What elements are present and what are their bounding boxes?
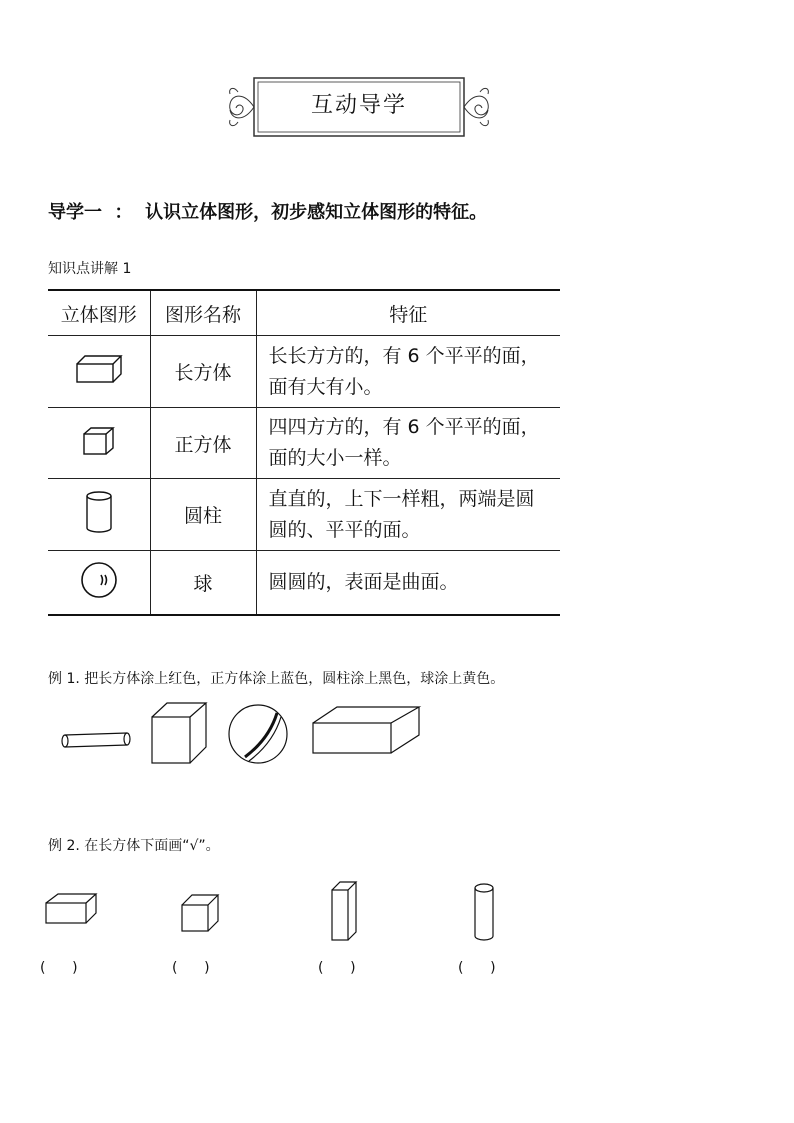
feature-line: 直直的，上下一样粗，两端是圆 [268,487,535,510]
tall-cuboid-icon [330,880,360,944]
cylinder-icon [472,882,496,944]
answer-slot[interactable]: ( ) [458,960,496,976]
shape-feature [256,479,560,551]
shape-cell [48,479,150,551]
ball-icon [229,705,287,763]
cube-icon [180,875,222,935]
shape-name: 长方体 [150,336,256,408]
answer-slot[interactable]: ( ) [172,960,210,976]
answer-slot[interactable]: ( ) [318,960,356,976]
shape-cell [48,336,150,408]
shape-name: 圆柱 [150,479,256,551]
shape-name: 正方体 [150,408,256,479]
sphere-icon [79,560,119,600]
shape-feature [256,551,560,615]
shapes-table [48,289,560,616]
shape-feature [256,408,560,479]
knowledge-label: 知识点讲解 1 [48,261,132,277]
feature-line: 面有大有小。 [268,375,383,398]
answer-slot[interactable]: ( ) [40,960,78,976]
shape-cell [48,408,150,479]
cuboid-icon [44,875,100,927]
shape-feature [256,336,560,408]
table-row [48,479,560,551]
table-row [48,336,560,408]
feature-line: 长长方方的，有 6 个平平的面， [268,344,540,367]
shape-cell [48,551,150,615]
cube-icon [152,703,206,763]
example2-text: 例 2. 在长方体下面画“√”。 [48,838,220,854]
example1-text: 例 1. 把长方体涂上红色，正方体涂上蓝色，圆柱涂上黑色，球涂上黄色。 [48,671,505,687]
header-feature: 特征 [256,290,560,336]
table-row [48,408,560,479]
table-row [48,551,560,615]
feature-line: 圆的、平平的面。 [268,518,421,541]
section-title: 导学一 ： 认识立体图形，初步感知立体图形的特征。 [48,202,488,223]
cylinder-icon [84,490,114,534]
banner-title: 互动导学 [310,93,407,118]
feature-line: 面的大小一样。 [268,447,402,469]
cube-icon [82,426,116,456]
cylinder-icon [62,733,130,747]
shapes-table-wrap [48,289,560,615]
example1-figures [55,695,435,775]
shape-name: 球 [150,551,256,615]
table-header-row [48,290,560,336]
header-shape: 立体图形 [48,290,150,336]
feature-line: 四四方方的，有 6 个平平的面， [268,416,540,438]
cuboid-icon [75,354,123,384]
header-name: 图形名称 [150,290,256,336]
cuboid-icon [313,707,419,753]
feature-line: 圆圆的，表面是曲面。 [268,570,459,593]
